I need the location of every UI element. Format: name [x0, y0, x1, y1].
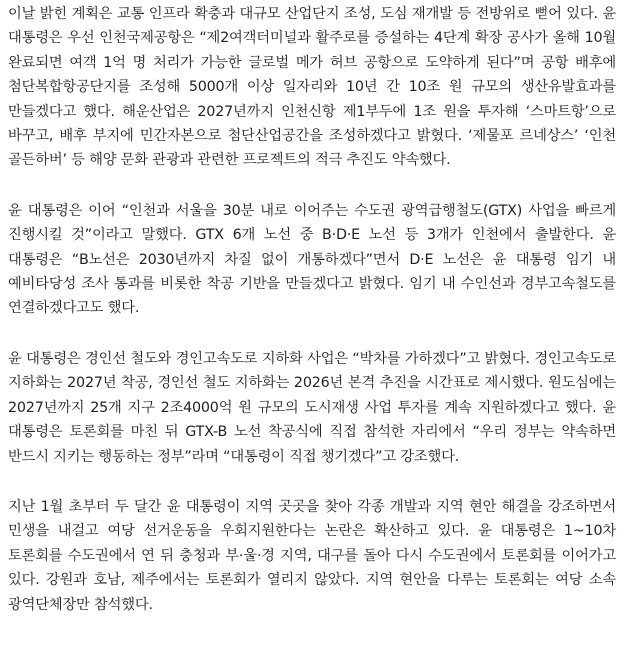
paragraph-gtx: 윤 대통령은 이어 “인천과 서울을 30분 내로 이어주는 수도권 광역급행철도(GTX) 사업을 빠르게 진행시킬 것”이라고 말했다. GTX 6개 노선 중 B·D·E 노선 등 3개가 인천에서 출발한다. 윤 대통령은 “B노선은 2030년까지 차질 없이 개통하겠다”면서 D·E 노선은 윤 대통령 임기 내 예비타당성 조사 통과를 비롯한 착공 기반을 만들겠다고 밝혔다. 임기 내 수인선과 경부고속철도를 연결하겠다고도 했다.: [8, 202, 616, 317]
paragraph-spacer: [8, 321, 616, 347]
paragraph-underground: 윤 대통령은 경인선 철도와 경인고속도로 지하화 사업은 “박차를 가하겠다”고 밝혔다. 경인고속도로 지하화는 2027년 착공, 경인선 철도 지하화는 2026년 본격 추진을 시간표로 제시했다. 원도심에는 2027년까지 25개 지구 2조4000억 원 규모의 도시재생 사업 투자를 계속 지원하겠다고 했다. 윤 대통령은 토론회를 마친 뒤 GTX-B 노선 착공식에 직접 참석한 자리에서 “우리 정부는 약속하면 반드시 지키는 행동하는 정부”라며 “대통령이 직접 챙기겠다”고 강조했다.: [8, 350, 616, 465]
paragraph-spacer: [8, 173, 616, 199]
paragraph-incheon-plans: 이날 밝힌 계획은 교통 인프라 확충과 대규모 산업단지 조성, 도심 재개발 등 전방위로 뻗어 있다. 윤 대통령은 우선 인천국제공항은 “제2여객터미널과 활주로를 증설하는 4단계 확장 공사가 올해 10월 완료되면 여객 1억 명 처리가 가능한 글로벌 메가 허브 공항으로 도약하게 된다”며 공항 배후에 첨단복합항공단지를 조성해 5000개 이상 일자리와 10년 간 10조 원 규모의 생산유발효과를 만들겠다고 했다. 해운산업은 2027년까지 인천신항 제1부두에 1조 원을 투자해 ‘스마트항’으로 바꾸고, 배후 부지에 민간자본으로 첨단산업공간을 조성하겠다고 밝혔다. ‘제물포 르네상스’ ‘인천 골든하버’ 등 해양 문화 관광과 관련한 프로젝트의 적극 추진도 약속했다.: [8, 6, 616, 169]
paragraph-spacer: [8, 469, 616, 495]
paragraph-controversy: 지난 1월 초부터 두 달간 윤 대통령이 지역 곳곳을 찾아 각종 개발과 지역 현안 해결을 강조하면서 민생을 내걸고 여당 선거운동을 우회지원한다는 논란은 확산하고 있다. 윤 대통령은 1~10차 토론회를 수도권에서 연 뒤 충청과 부·울·경 지역, 대구를 돌아 다시 수도권에서 토론회를 이어가고 있다. 강원과 호남, 제주에서는 토론회가 열리지 않았다. 지역 현안을 다루는 토론회는 여당 소속 광역단체장만 참석했다.: [8, 498, 616, 613]
